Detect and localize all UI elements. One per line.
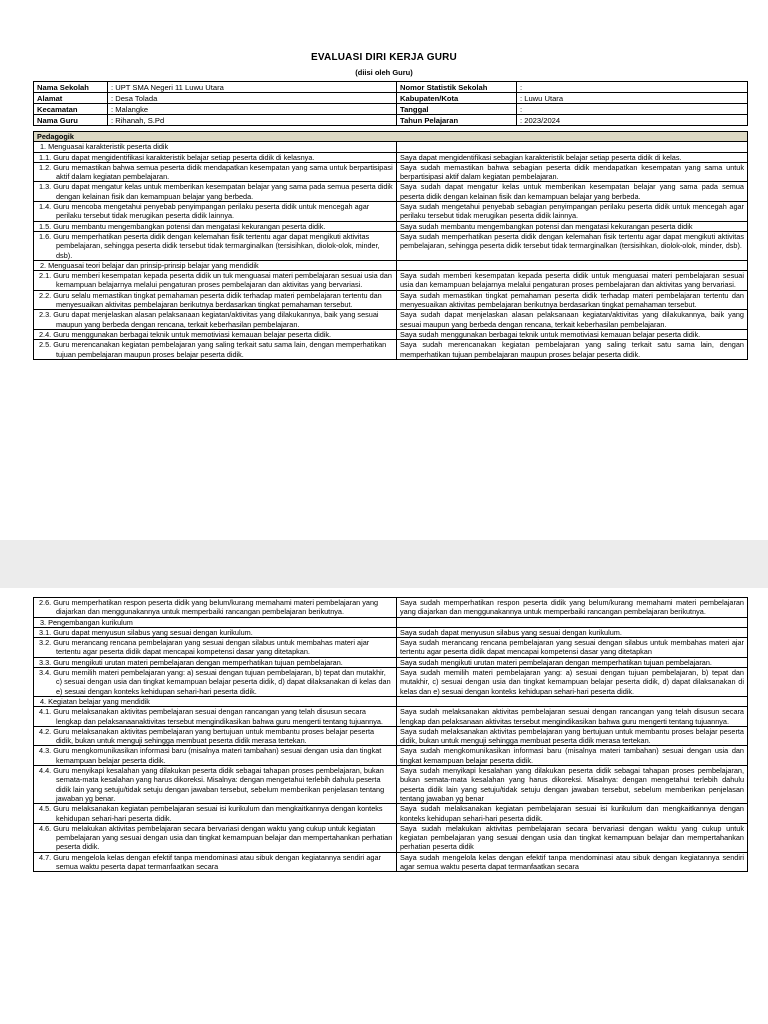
info-value: : UPT SMA Negeri 11 Luwu Utara (108, 82, 397, 93)
indicator-cell: 2.4. Guru menggunakan berbagai teknik untuk memotiviasi kemauan belajar peserta didik. (34, 329, 397, 339)
evaluation-table-page-1 (33, 131, 748, 360)
info-value: : Luwu Utara (517, 93, 748, 104)
info-label: Kabupaten/Kota (397, 93, 517, 104)
info-label: Tanggal (397, 104, 517, 115)
info-value: : (517, 82, 748, 93)
self-assessment-cell: Saya sudah mengikuti urutan materi pembelajaran dengan memperhatikan tujuan pembelajaran. (397, 657, 748, 667)
self-assessment-cell: Saya sudah membantu mengembangkan potensi dan mengatasi kekurangan peserta didik (397, 221, 748, 231)
evaluation-row (34, 329, 748, 339)
indicator-cell: 4.6. Guru melakukan aktivitas pembelajaran secara bervariasi dengan waktu yang cukup untuk kegiatan pembelajaran yang sesuai dengan usia dan tingkat kemampuan belajar dan mempertahankan perhatian peserta didik. (34, 823, 397, 852)
self-assessment-cell: Saya sudah melakukan aktivitas pembelajaran secara bervariasi dengan waktu yang cukup untuk kegiatan pembelajaran yang sesuai dengan usia dan tingkat kemampuan belajar dan mempertahankan perhatian peserta didik (397, 823, 748, 852)
evaluation-row (34, 182, 748, 202)
indicator-cell: 4.2. Guru melaksanakan aktivitas pembelajaran yang bertujuan untuk membantu proses belajar peserta didik, bukan untuk menguji sehingga membuat peserta didik merasa tertekan. (34, 726, 397, 746)
evaluation-row (34, 726, 748, 746)
self-assessment-cell: Saya sudah menggunakan berbagai teknik untuk memotiviasi kemauan belajar peserta didik. (397, 329, 748, 339)
evaluation-row (34, 657, 748, 667)
self-assessment-cell: Saya sudah memberi kesempatan kepada peserta didik untuk menguasai materi pembelajaran sesuai usia dan kemampuan belajarnya melalui pengaturan proses pembelajaran dan aktivitas yang bervariasi. (397, 271, 748, 291)
self-assessment-cell: Saya sudah melaksanakan aktivitas pembelajaran sesuai dengan rancangan yang telah disusun secara lengkap dan pelaksanaan aktivitas tersebut mengindikasikan bahwa guru mengerti tentang tujuannya. (397, 707, 748, 727)
indicator-cell: 3.3. Guru mengikuti urutan materi pembelajaran dengan memperhatikan tujuan pembelajaran. (34, 657, 397, 667)
evaluation-row (34, 271, 748, 291)
indicator-cell: 1.1. Guru dapat mengidentifikasi karakteristik belajar setiap peserta didik di kelasnya. (34, 152, 397, 162)
self-assessment-cell: Saya sudah memperhatikan peserta didik dengan kelemahan fisik tertentu agar dapat mengikuti aktivitas pembelajaran, sehingga peserta didik tersebut tidak termarginalkan (tersisihkan, diolok-olok, minder, dsb). (397, 231, 748, 260)
self-assessment-cell: Saya sudah mengelola kelas dengan efektif tanpa mendominasi atau sibuk dengan kegiatannya sendiri agar semua waktu peserta dapat termanfaatkan secara (397, 852, 748, 872)
self-assessment-cell: Saya sudah menyikapi kesalahan yang dilakukan peserta didik sebagai tahapan proses pembelajaran, bukan semata-mata kesalahan yang harus dikoreksi. Misalnya: dengan mengetahui terlebih dahulu peserta didik lain yang setuju/tidak setuju dengan jawaban tersebut, sebelum memberikan penjelasan tentang jawaban yg benar (397, 766, 748, 804)
self-assessment-cell: Saya sudah merencanakan kegiatan pembelajaran yang saling terkait satu sama lain, dengan memperhatikan tujuan pembelajaran maupun proses belajar peserta didik. (397, 340, 748, 360)
self-assessment-cell: Saya sudah dapat mengatur kelas untuk memberikan kesempatan belajar yang sama pada semua peserta didik dengan kelainan fisik dan kemampuan belajar yang berbeda. (397, 182, 748, 202)
document-title: EVALUASI DIRI KERJA GURU (311, 52, 457, 63)
indicator-cell: 4.4. Guru menyikapi kesalahan yang dilakukan peserta didik sebagai tahapan proses pembelajaran, bukan semata-mata kesalahan yang harus dikoreksi. Misalnya: dengan mengetahui terlebih dahulu peserta didik lain yang setuju/tidak setuju dengan jawaban tersebut, sebelum memberikan penjelasan tentang jawaban yg benar. (34, 766, 397, 804)
self-assessment-cell: Saya sudah melaksanakan kegiatan pembelajaran sesuai isi kurikulum dan mengkaitkannya dengan konteks kehidupan sehari-hari peserta didik. (397, 804, 748, 824)
evaluation-row (34, 668, 748, 697)
document-subtitle: (diisi oleh Guru) (355, 68, 413, 77)
self-assessment-cell: Saya sudah mengetahui penyebab sebagian penyimpangan perilaku peserta didik untuk mencegah agar perilaku tersebut tidak merugikan peserta didik lainnya. (397, 202, 748, 222)
evaluation-table-page-2 (33, 597, 748, 872)
self-assessment-cell: Saya sudah merancang rencana pembelajaran yang sesuai dengan silabus untuk membahas materi ajar tertentu agar peserta didik dapat mencapai kompetensi dasar yang ditetapkan (397, 638, 748, 658)
self-assessment-cell: Saya sudah dapat menjelaskan alasan pelaksanaan kegiatan/aktivitas yang dilakukannya, baik yang sesuai maupun yang berbeda dengan rencana, terkait keberhasilan pembelajaran. (397, 310, 748, 330)
section-row (34, 132, 748, 142)
self-assessment-cell: Saya sudah mengkomunikasikan informasi baru (misalnya materi tambahan) sesuai dengan usia dan tingkat kemampuan belajar peserta didik. (397, 746, 748, 766)
indicator-cell: 2.3. Guru dapat menjelaskan alasan pelaksanaan kegiatan/aktivitas yang dilakukannya, baik yang sesuai maupun yang berbeda dengan rencana, terkait keberhasilan pembelajaran. (34, 310, 397, 330)
evaluation-row (34, 804, 748, 824)
subsection-title: 1. Menguasai karakteristik peserta didik (34, 142, 397, 152)
self-assessment-cell: Saya sudah melaksanakan aktivitas pembelajaran yang bertujuan untuk membantu proses belajar peserta didik, bukan untuk menguji sehingga membuat peserta didik merasa tertekan. (397, 726, 748, 746)
subsection-empty-cell (397, 617, 748, 627)
subsection-empty-cell (397, 696, 748, 706)
evaluation-row (34, 746, 748, 766)
evaluation-row (34, 340, 748, 360)
indicator-cell: 2.2. Guru selalu memastikan tingkat pemahaman peserta didik terhadap materi pembelajaran tertentu dan menyesuaikan aktivitas pembelajaran berikutnya berdasarkan tingkat pemahaman tersebut. (34, 290, 397, 310)
subsection-row (34, 142, 748, 152)
info-row (34, 104, 748, 115)
info-value: : Rihanah, S.Pd (108, 115, 397, 126)
indicator-cell: 4.5. Guru melaksanakan kegiatan pembelajaran sesuai isi kurikulum dan mengkaitkannya dengan konteks kehidupan sehari-hari peserta didik. (34, 804, 397, 824)
subsection-title: 4. Kegiatan belajar yang mendidik (34, 696, 397, 706)
subsection-row (34, 617, 748, 627)
indicator-cell: 1.5. Guru membantu mengembangkan potensi dan mengatasi kekurangan peserta didik. (34, 221, 397, 231)
evaluation-row (34, 221, 748, 231)
info-label: Nama Guru (34, 115, 108, 126)
indicator-cell: 3.1. Guru dapat menyusun silabus yang sesuai dengan kurikulum. (34, 627, 397, 637)
info-label: Nama Sekolah (34, 82, 108, 93)
indicator-cell: 4.7. Guru mengelola kelas dengan efektif tanpa mendominasi atau sibuk dengan kegiatannya sendiri agar semua waktu peserta dapat termanfaatkan secara (34, 852, 397, 872)
info-label: Kecamatan (34, 104, 108, 115)
info-label: Alamat (34, 93, 108, 104)
evaluation-row (34, 852, 748, 872)
info-row (34, 82, 748, 93)
self-assessment-cell: Saya sudah memperhatikan respon peserta didik yang belum/kurang memahami materi pembelajaran yang diajarkan dan menggunakannya untuk memperbaiki rancangan pembelajaran berikutnya. (397, 598, 748, 618)
document-page-2 (0, 588, 768, 1024)
self-assessment-cell: Saya sudah memastikan tingkat pemahaman peserta didik terhadap materi pembelajaran tertentu dan menyesuaikan aktivitas pembelajaran berikutnya berdasarkan tingkat pemahaman tersebut. (397, 290, 748, 310)
info-value: : 2023/2024 (517, 115, 748, 126)
indicator-cell: 4.3. Guru mengkomunikasikan informasi baru (misalnya materi tambahan) sesuai dengan usia dan tingkat kemampuan belajar peserta didik. (34, 746, 397, 766)
subsection-row (34, 260, 748, 270)
evaluation-row (34, 823, 748, 852)
evaluation-row (34, 162, 748, 182)
self-assessment-cell: Saya dapat mengidentifikasi sebagian karakteristik belajar setiap peserta didik di kelas. (397, 152, 748, 162)
school-info-table (33, 81, 748, 126)
subsection-title: 3. Pengembangan kurikulum (34, 617, 397, 627)
indicator-cell: 3.4. Guru memilih materi pembelajaran yang: a) sesuai dengan tujuan pembelajaran, b) tepat dan mutakhir, c) sesuai dengan usia dan tingkat kemampuan belajar peserta didik, d) dapat dilaksanakan di kelas dan e) sesuai dengan konteks kehidupan sehari-hari peserta didik. (34, 668, 397, 697)
info-label: Tahun Pelajaran (397, 115, 517, 126)
indicator-cell: 1.3. Guru dapat mengatur kelas untuk memberikan kesempatan belajar yang sama pada semua peserta didik dengan kelainan fisik dan kemampuan belajar yang berbeda. (34, 182, 397, 202)
subsection-title: 2. Menguasai teori belajar dan prinsip-prinsip belajar yang mendidik (34, 260, 397, 270)
indicator-cell: 4.1. Guru melaksanakan aktivitas pembelajaran sesuai dengan rancangan yang telah disusun secara lengkap dan pelaksanaanaktivitas tersebut mengindikasikan bahwa guru mengerti tentang tujuannya. (34, 707, 397, 727)
evaluation-row (34, 231, 748, 260)
evaluation-row (34, 766, 748, 804)
self-assessment-cell: Saya sudah memastikan bahwa sebagian peserta didik mendapatkan kesempatan yang sama untuk berpartisipasi aktif dalam kegiatan pembelajaran. (397, 162, 748, 182)
evaluation-row (34, 707, 748, 727)
evaluation-row (34, 202, 748, 222)
evaluation-row (34, 290, 748, 310)
indicator-cell: 2.1. Guru memberi kesempatan kepada peserta didik un tuk menguasai materi pembelajaran sesuai usia dan kemampuan belajarnya melalui pengaturan proses pembelajaran dan aktivitas yang bervariasi. (34, 271, 397, 291)
indicator-cell: 2.5. Guru merencanakan kegiatan pembelajaran yang saling terkait satu sama lain, dengan memperhatikan tujuan pembelajaran maupun proses belajar peserta didik. (34, 340, 397, 360)
info-value: : Desa Tolada (108, 93, 397, 104)
indicator-cell: 1.4. Guru mencoba mengetahui penyebab penyimpangan perilaku peserta didik untuk mencegah agar perilaku tersebut tidak merugikan peserta didik lainnya. (34, 202, 397, 222)
evaluation-row (34, 627, 748, 637)
indicator-cell: 3.2. Guru merancang rencana pembelajaran yang sesuai dengan silabus untuk membahas materi ajar tertentu agar peserta didik dapat mencapai kompetensi dasar yang ditetapkan. (34, 638, 397, 658)
evaluation-row (34, 152, 748, 162)
evaluation-row (34, 638, 748, 658)
self-assessment-cell: Saya sudah memilih materi pembelajaran yang: a) sesuai dengan tujuan pembelajaran, b) tepat dan mutakhir, c) sesuai dengan usia dan tingkat kemampuan belajar peserta didik, d) dapat dilaksanakan di kelas dan e) sesuai dengan konteks kehidupan sehari-hari peserta didik. (397, 668, 748, 697)
page-gap (0, 540, 768, 588)
indicator-cell: 2.6. Guru memperhatikan respon peserta didik yang belum/kurang memahami materi pembelajaran yang diajarkan dan menggunakannya untuk memperbaiki rancangan pembelajaran berikutnya. (34, 598, 397, 618)
self-assessment-cell: Saya sudah dapat menyusun silabus yang sesuai dengan kurikulum. (397, 627, 748, 637)
info-value: : (517, 104, 748, 115)
evaluation-row (34, 598, 748, 618)
info-row (34, 115, 748, 126)
info-value: : Malangke (108, 104, 397, 115)
indicator-cell: 1.6. Guru memperhatikan peserta didik dengan kelemahan fisik tertentu agar dapat mengikuti aktivitas pembelajaran, sehingga peserta didik tersebut tidak termarginalkan (tersisihkan, diolok-olok, minder, dsb). (34, 231, 397, 260)
section-title: Pedagogik (34, 132, 748, 142)
info-row (34, 93, 748, 104)
info-label: Nomor Statistik Sekolah (397, 82, 517, 93)
indicator-cell: 1.2. Guru memastikan bahwa semua peserta didik mendapatkan kesempatan yang sama untuk berpartisipasi aktif dalam kegiatan pembelajaran. (34, 162, 397, 182)
subsection-empty-cell (397, 142, 748, 152)
evaluation-row (34, 310, 748, 330)
subsection-empty-cell (397, 260, 748, 270)
subsection-row (34, 696, 748, 706)
